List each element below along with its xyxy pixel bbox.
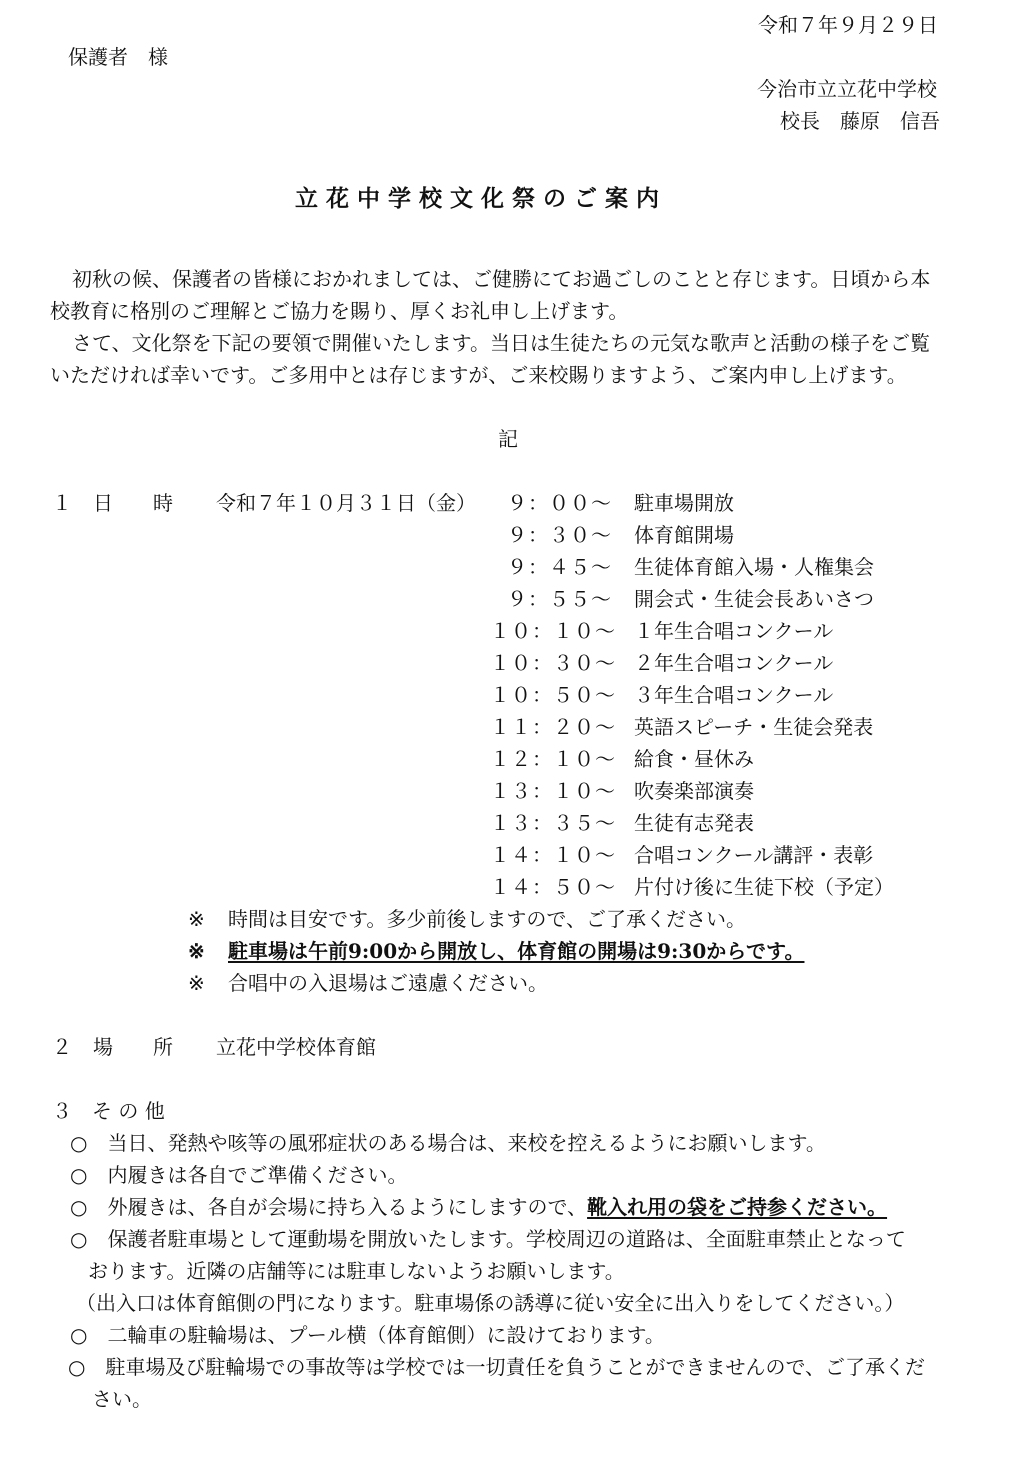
ki-heading: 記 xyxy=(498,427,518,451)
other-item: ○ 保護者駐車場として運動場を開放いたします。学校周辺の道路は、全面駐車禁止となって xyxy=(70,1227,906,1251)
schedule-time: ９：５５〜 xyxy=(507,587,612,611)
schedule-time: １４：５０〜 xyxy=(490,875,616,899)
announcement-line-2: いただければ幸いです。ご多用中とは存じますが、ご来校賜りますよう、ご案内申し上げます。 xyxy=(50,363,907,387)
schedule-time: １４：１０〜 xyxy=(490,843,616,867)
other-item: ○ 二輪車の駐輪場は、プール横（体育館側）に設けております。 xyxy=(70,1323,665,1347)
schedule-event: 体育館開場 xyxy=(634,523,734,547)
other-item: ○ 内履きは各自でご準備ください。 xyxy=(70,1163,408,1187)
schedule-time: ９：００〜 xyxy=(507,491,612,515)
document-title: 立花中学校文化祭のご案内 xyxy=(295,186,667,212)
note-mark: ※ xyxy=(188,971,205,995)
schedule-event: 開会式・生徒会長あいさつ xyxy=(634,587,874,611)
venue: 立花中学校体育館 xyxy=(216,1035,376,1059)
schedule-event: 片付け後に生徒下校（予定） xyxy=(634,875,894,899)
announcement-line-1: さて、文化祭を下記の要領で開催いたします。当日は生徒たちの元気な歌声と活動の様子をご覧 xyxy=(72,331,930,355)
event-date: 令和７年１０月３１日（金） xyxy=(216,491,476,515)
schedule-event: 駐車場開放 xyxy=(634,491,734,515)
addressee: 保護者 様 xyxy=(68,45,168,69)
schedule-time: １３：１０〜 xyxy=(490,779,616,803)
school-name: 今治市立立花中学校 xyxy=(757,77,937,101)
greeting-line-1: 初秋の候、保護者の皆様におかれましては、ご健勝にてお過ごしのことと存じます。日頃から本 xyxy=(72,267,931,291)
schedule-time: １１：２０〜 xyxy=(490,715,616,739)
schedule-event: 合唱コンクール講評・表彰 xyxy=(634,843,874,867)
issue-date: 令和７年９月２９日 xyxy=(758,13,938,37)
section2-number: ２ xyxy=(52,1035,72,1059)
principal-name: 校長 藤原 信吾 xyxy=(780,109,940,133)
schedule-event: 給食・昼休み xyxy=(634,747,754,771)
schedule-time: １０：１０〜 xyxy=(490,619,616,643)
schedule-event: １年生合唱コンクール xyxy=(634,619,834,643)
entrance-note: （出入口は体育館側の門になります。駐車場係の誘導に従い安全に出入りをしてください。） xyxy=(76,1291,905,1315)
other-item xyxy=(70,1194,887,1220)
section1-label: 日 時 xyxy=(93,491,173,515)
greeting-line-2: 校教育に格別のご理解とご協力を賜り、厚くお礼申し上げます。 xyxy=(50,299,629,323)
schedule-event: ３年生合唱コンクール xyxy=(634,683,834,707)
other-item: ○ 駐車場及び駐輪場での事故等は学校では一切責任を負うことができませんので、ご了承くだ xyxy=(68,1355,926,1379)
other-item: ○ 当日、発熱や咳等の風邪症状のある場合は、来校を控えるようにお願いします。 xyxy=(70,1131,826,1155)
schedule-time: １０：５０〜 xyxy=(490,683,616,707)
schedule-time: ９：３０〜 xyxy=(507,523,612,547)
other-item-text: ○ 外履きは、各自が会場に持ち入るようにしますので、 xyxy=(70,1195,588,1219)
note-mark: ※ xyxy=(188,939,205,963)
note-mark: ※ xyxy=(188,907,205,931)
schedule-time: ９：４５〜 xyxy=(507,555,612,579)
other-item-cont: おります。近隣の店舗等には駐車しないようお願いします。 xyxy=(88,1259,625,1283)
schedule-event: ２年生合唱コンクール xyxy=(634,651,834,675)
note-text: 時間は目安です。多少前後しますので、ご了承ください。 xyxy=(228,907,746,931)
schedule-time: １２：１０〜 xyxy=(490,747,616,771)
schedule-event: 生徒体育館入場・人権集会 xyxy=(634,555,874,579)
note-text: 合唱中の入退場はご遠慮ください。 xyxy=(228,971,548,995)
other-item-cont: さい。 xyxy=(92,1387,152,1411)
note-text-parking: 駐車場は午前9:00から開放し、体育館の開場は9:30からです。 xyxy=(228,939,805,963)
schedule-event: 英語スピーチ・生徒会発表 xyxy=(634,715,874,739)
schedule-time: １０：３０〜 xyxy=(490,651,616,675)
schedule-time: １３：３５〜 xyxy=(490,811,616,835)
schedule-event: 生徒有志発表 xyxy=(634,811,754,835)
shoe-bag-notice: 靴入れ用の袋をご持参ください。 xyxy=(587,1195,888,1219)
section2-label: 場 所 xyxy=(93,1035,173,1059)
schedule-event: 吹奏楽部演奏 xyxy=(634,779,754,803)
section1-number: １ xyxy=(52,491,72,515)
section3-heading: ３ そ の 他 xyxy=(52,1099,165,1123)
